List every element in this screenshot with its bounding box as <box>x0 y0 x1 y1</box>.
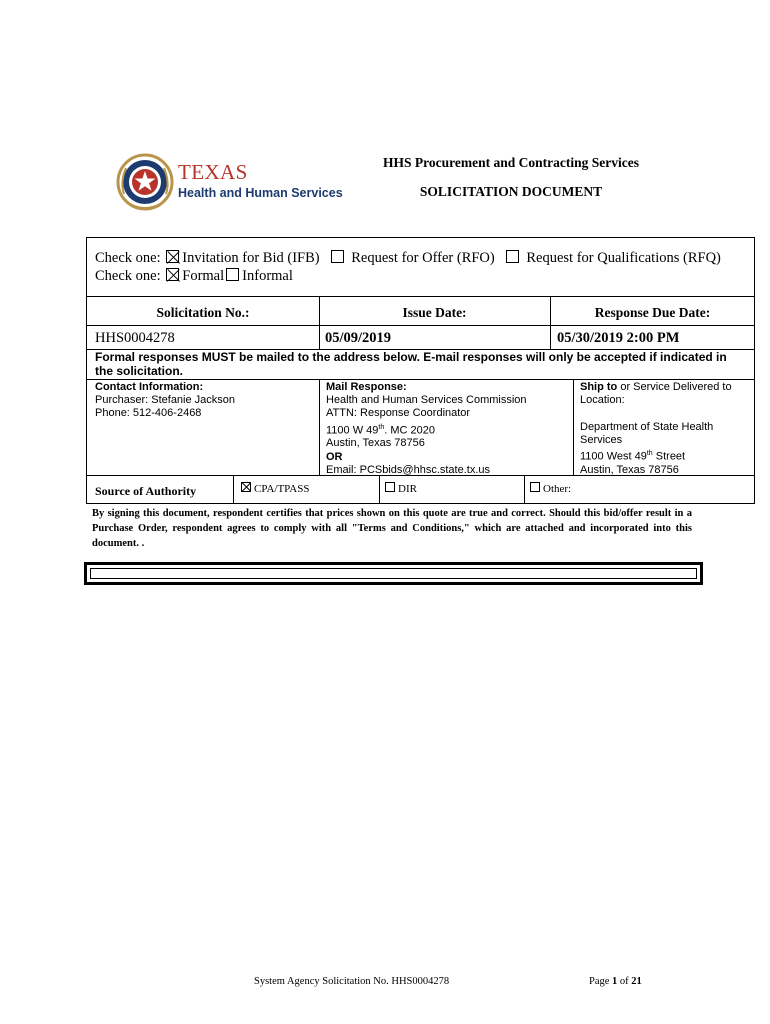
divider <box>87 379 754 380</box>
ifb-label: Invitation for Bid (IFB) <box>182 250 320 266</box>
page-title: HHS Procurement and Contracting Services <box>383 155 639 170</box>
phone-text: Phone: 512-406-2468 <box>95 407 202 420</box>
authority-cpa: CPA/TPASS <box>239 482 309 495</box>
issue-date-header: Issue Date: <box>402 305 467 320</box>
rfq-checkbox[interactable] <box>506 250 519 263</box>
logo-texas-text: TEXAS <box>178 160 248 184</box>
mail-line-3: 1100 W 49th. MC 2020 <box>326 423 435 437</box>
divider <box>379 475 380 504</box>
mail-line-4: Austin, Texas 78756 <box>326 437 425 450</box>
mail-response <box>326 381 527 477</box>
other-checkbox[interactable] <box>530 482 540 492</box>
informal-checkbox[interactable] <box>226 268 239 281</box>
mail-or: OR <box>326 450 343 463</box>
dir-checkbox[interactable] <box>385 482 395 492</box>
mail-line-1: Health and Human Services Commission <box>326 394 527 407</box>
page-subtitle: SOLICITATION DOCUMENT <box>419 184 603 199</box>
divider <box>87 296 754 297</box>
ifb-checkbox[interactable] <box>166 250 179 263</box>
certification-text: By signing this document, respondent certifies that prices shown on this quote are true and correct. Should this bid/offer result in a Purchase Order, respondent agrees to comply with all "Terms and Conditions," which are attached and incorporated into this document. . <box>92 508 692 549</box>
response-due-header: Response Due Date: <box>594 305 711 320</box>
divider <box>550 296 551 349</box>
mail-email: Email: PCSbids@hhsc.state.tx.us <box>326 463 491 476</box>
check-one-label-2: Check one: <box>95 268 161 284</box>
response-due-value: 05/30/2019 2:00 PM <box>557 330 680 346</box>
state-seal-icon <box>116 152 174 214</box>
authority-other: Other: <box>528 482 571 495</box>
signature-box-inner <box>90 568 697 579</box>
solicitation-no-value: HHS0004278 <box>95 330 175 346</box>
divider <box>524 475 525 504</box>
ship-heading-line-2: Location: <box>580 394 625 407</box>
rfo-checkbox[interactable] <box>331 250 344 263</box>
authority-dir: DIR <box>383 482 417 495</box>
texas-hhs-logo <box>116 152 343 214</box>
divider <box>87 325 754 326</box>
footer-solicitation-no: System Agency Solicitation No. HHS0004278 <box>254 976 450 987</box>
divider <box>87 475 754 476</box>
ship-line-1: Department of State Health <box>580 420 714 433</box>
formal-response-notice: Formal responses MUST be mailed to the address below. E-mail responses will only be accepted if indicated in the solicitation. <box>95 350 727 378</box>
ship-line-3: 1100 West 49th Street <box>580 450 686 463</box>
signature-box <box>84 562 703 585</box>
footer-page-number: Page 1 of 21 <box>589 976 642 987</box>
cpa-tpass-checkbox[interactable] <box>241 482 251 492</box>
ship-to-location <box>580 381 732 477</box>
check-one-type-row <box>95 250 721 267</box>
formal-checkbox[interactable] <box>166 268 179 281</box>
mail-line-2: ATTN: Response Coordinator <box>326 407 471 420</box>
rfo-label: Request for Offer (RFO) <box>351 250 495 266</box>
check-one-label: Check one: <box>95 250 161 266</box>
ship-heading: Ship to or Service Delivered to <box>580 381 732 393</box>
contact-info <box>95 381 235 421</box>
divider <box>233 475 234 504</box>
ship-line-2: Services <box>580 433 623 446</box>
rfq-label: Request for Qualifications (RFQ) <box>526 250 721 266</box>
formal-label: Formal <box>182 268 225 284</box>
divider <box>319 379 320 475</box>
divider <box>319 296 320 349</box>
solicitation-no-header: Solicitation No.: <box>156 305 250 320</box>
contact-heading: Contact Information: <box>95 381 204 393</box>
issue-date-value: 05/09/2019 <box>325 330 392 346</box>
logo-agency-text: Health and Human Services <box>178 186 343 200</box>
purchaser-text: Purchaser: Stefanie Jackson <box>95 394 236 407</box>
source-of-authority-label: Source of Authority <box>95 484 197 498</box>
solicitation-form <box>86 237 755 504</box>
informal-label: Informal <box>242 268 293 284</box>
mail-heading: Mail Response: <box>326 381 407 393</box>
check-one-formality-row <box>95 268 293 285</box>
divider <box>573 379 574 475</box>
ship-line-4: Austin, Texas 78756 <box>580 463 679 476</box>
